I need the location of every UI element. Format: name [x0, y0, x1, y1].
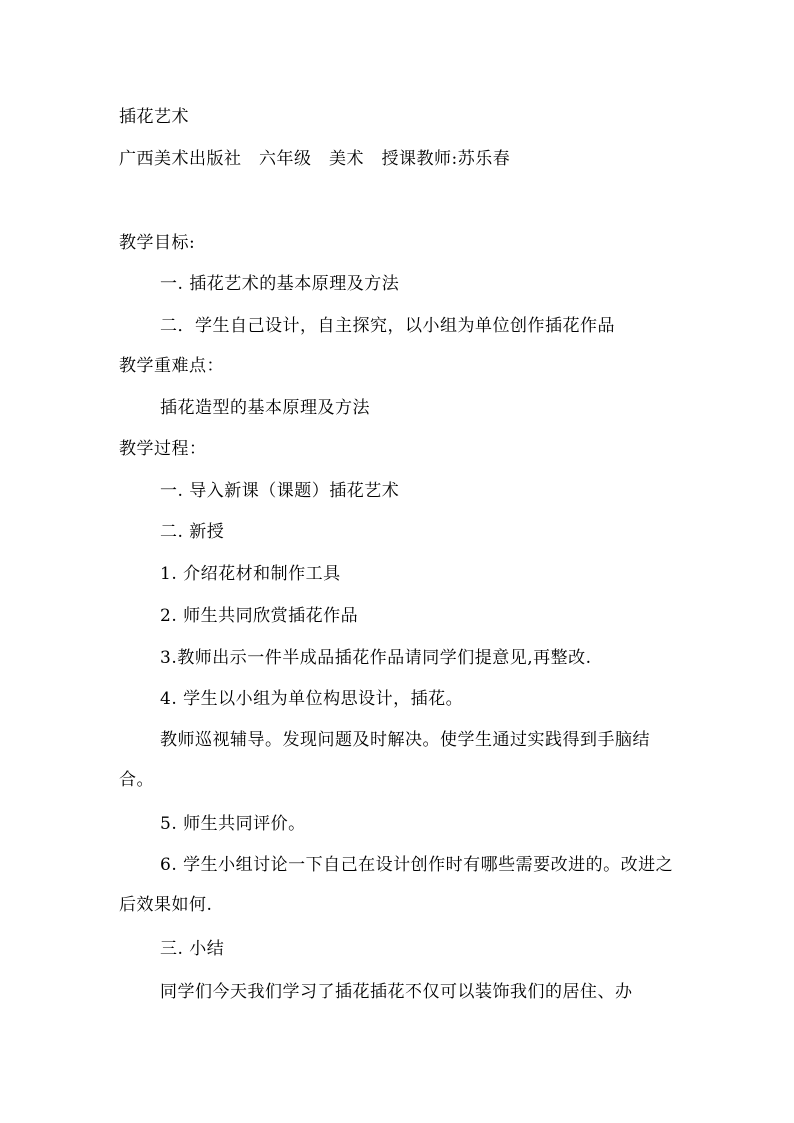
summary-text: 同学们今天我们学习了插花插花不仅可以装饰我们的居住、办	[160, 982, 633, 1002]
lesson-info: 广西美术出版社 六年级 美术 授课教师:苏乐春	[119, 149, 511, 169]
process-step-1: 一. 导入新课（课题）插花艺术	[160, 481, 400, 501]
process-step-2: 二. 新授	[160, 522, 225, 542]
goals-heading: 教学目标:	[119, 233, 196, 253]
key-points-text: 插花造型的基本原理及方法	[160, 398, 370, 418]
process-sub-2: 2. 师生共同欣赏插花作品	[160, 606, 359, 626]
lesson-title: 插花艺术	[119, 107, 189, 127]
process-step-3: 三. 小结	[160, 939, 225, 959]
key-points-heading: 教学重难点：	[119, 356, 224, 376]
goal-item-1: 一. 插花艺术的基本原理及方法	[160, 274, 400, 294]
process-sub-4: 4. 学生以小组为单位构思设计，插花。	[160, 689, 464, 709]
process-sub-6-paragraph: 6. 学生小组讨论一下自己在设计创作时有哪些需要改进的。改进之后效果如何.	[119, 855, 674, 915]
goal-item-2: 二．学生自己设计，自主探究，以小组为单位创作插花作品	[160, 316, 615, 336]
teacher-tour-paragraph: 教师巡视辅导。发现问题及时解决。使学生通过实践得到手脑结合。	[119, 730, 650, 790]
process-sub-5: 5. 师生共同评价。	[160, 814, 306, 834]
process-sub-3: 3.教师出示一件半成品插花作品请同学们提意见,再整改.	[160, 648, 592, 668]
process-sub-1: 1. 介绍花材和制作工具	[160, 564, 341, 584]
process-heading: 教学过程：	[119, 439, 207, 459]
